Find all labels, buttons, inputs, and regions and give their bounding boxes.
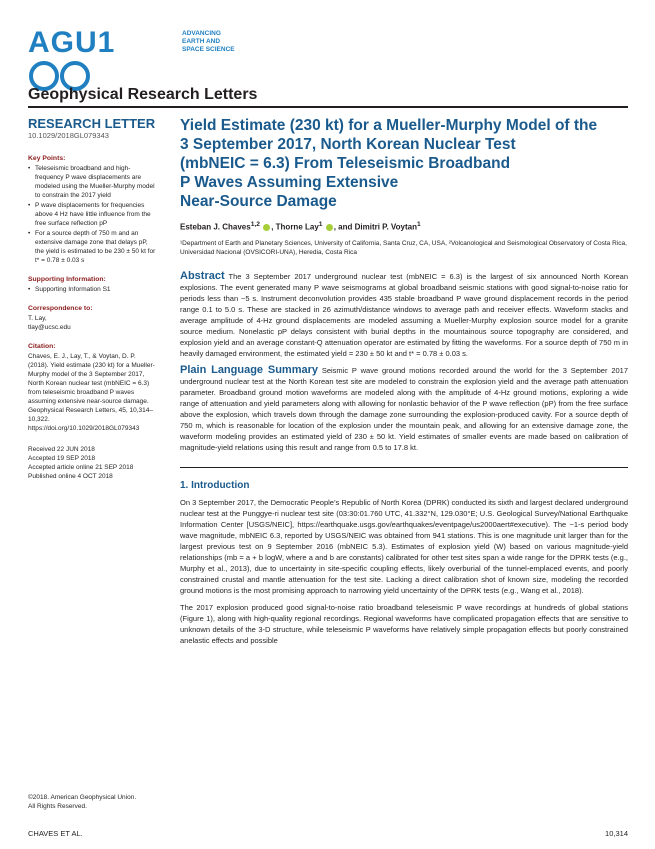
abstract-section: [180, 271, 628, 359]
publication-dates: [28, 445, 156, 481]
footer-page-number: 10,314: [605, 829, 628, 838]
citation-text: Chaves, E. J., Lay, T., & Voytan, D. P. (2018). Yield estimate (230 kt) for a Mueller-Murphy model of the 3 September 2017, North Korean nuclear test (mbNEIC = 6.3) from teleseismic broadband P waves assuming extensive near-source damage. Geophysical Research Letters, 45, 10,314–10,322. https://doi.org/10.1029/2018GL079343: [28, 353, 155, 432]
main-content: [180, 116, 628, 646]
correspondence-name: T. Lay,: [28, 315, 47, 322]
orcid-icon[interactable]: [326, 224, 333, 231]
key-points-list: [28, 164, 156, 265]
agu-tagline-line: SPACE SCIENCE: [182, 46, 235, 53]
author-affiliation-marker: 1,2: [250, 221, 260, 228]
date-received: Received 22 JUN 2018: [28, 446, 95, 453]
author-name[interactable]: Dimitri P. Voytan: [354, 222, 417, 232]
key-points-heading: Key Points:: [28, 155, 66, 162]
date-accepted: Accepted 19 SEP 2018: [28, 455, 96, 462]
journal-title: Geophysical Research Letters: [28, 86, 258, 103]
agu-logo-tagline: [182, 30, 242, 54]
introduction-heading: 1. Introduction: [180, 479, 250, 491]
title-line: Near-Source Damage: [180, 193, 337, 210]
header-rule: [28, 106, 628, 108]
title-line: 3 September 2017, North Korean Nuclear Test: [180, 136, 516, 153]
article-doi[interactable]: 10.1029/2018GL079343: [28, 131, 109, 140]
supporting-info-link[interactable]: • Supporting Information S1: [35, 285, 156, 294]
section-divider: [180, 467, 628, 468]
date-accepted-online: Accepted article online 21 SEP 2018: [28, 464, 134, 471]
author-affiliation-marker: 1: [318, 221, 323, 228]
affiliations: ¹Department of Earth and Planetary Sciences, University of California, Santa Cruz, CA, USA, ²Volcanological and Seismological Observatory of Costa Rica, Universidad Nacional (OVSICORI-UNA), Heredia, Costa Rica: [180, 239, 627, 256]
pls-heading: Plain Language Summary: [180, 363, 318, 376]
supporting-info-list: [28, 285, 156, 294]
key-point: • P wave displacements for frequencies above 4 Hz have little influence from the free surface reflection pP: [35, 201, 156, 228]
citation-heading: Citation:: [28, 343, 56, 350]
date-published: Published online 4 OCT 2018: [28, 473, 113, 480]
author-name[interactable]: Esteban J. Chaves: [180, 222, 251, 232]
title-line: (mbNEIC = 6.3) From Teleseismic Broadband: [180, 155, 511, 172]
article-type: RESEARCH LETTER: [28, 116, 156, 131]
sidebar: [28, 116, 156, 481]
agu-logo-wordmark: [28, 26, 115, 94]
agu-tagline-line: EARTH AND: [182, 38, 221, 45]
correspondence-email[interactable]: tlay@ucsc.edu: [28, 324, 71, 331]
correspondence-heading: Correspondence to:: [28, 305, 93, 312]
agu-tagline-line: ADVANCING: [182, 30, 221, 37]
key-point: • For a source depth of 750 m and an extensive damage zone that delays pP, the yield is estimated to be 230 ± 50 kt for t* = 0.78 ± 0.03 s: [35, 229, 156, 265]
title-line: P Waves Assuming Extensive: [180, 174, 399, 191]
abstract-text: The 3 September 2017 underground nuclear test (mbNEIC = 6.3) is the largest of six announced North Korean explosions. The event generated many P wave seismograms at global broadband seismic stations with good signal-to-noise ratio for periods less than ~5 s. Instrument deconvolution provides 435 stable broadband P wave ground displacement records in the period range 0.1 to 5.0 s. These are stacked in 26 azimuth/distance windows to average path and receiver effects. Waveform stacks and average amplitude of 4-Hz ground displacements are modeled assuming a Mueller-Murphy explosion source model for a granite source medium. Nonelastic pP delays consistent with burial depths in the mountainous source topography are considered, and explosion yield and an average constant-Q attenuation operator are estimated by fitting the waveforms. For a source depth of 750 m in heavily damaged environment, the estimated yield = 230 ± 50 kt and t* = 0.78 ± 0.03 s.: [180, 271, 629, 358]
author-separator: , and: [333, 222, 355, 232]
author-affiliation-marker: 1: [417, 221, 421, 228]
supporting-info-heading: Supporting Information:: [28, 276, 106, 283]
introduction-paragraph: On 3 September 2017, the Democratic People’s Republic of North Korea (DPRK) conducted its sixth and largest declared underground nuclear test at the Punggye-ri nuclear test site (03:30:01.760 UTC, 41.332°N, 129.030°E; U.S. Geological Survey/National Earthquake Information Center [USGS/NEIC], https://earthquake.usgs.gov/earthquakes/eventpage/us2000aert#executive). The ~1-s period body wave magnitude, mbNEIC 6.3, reported by USGS/NEIC was obtained from 941 stations. This is one magnitude unit larger than for the largest previous test on 9 September 2016 (mbNEIC 5.3). Estimates of explosion yield (W) based on various magnitude-yield relationships (mb = a + b logW, where a and b are constants) calibrated for other test sites span a wide range for the DPRK tests (e.g., Murphy et al., 2013), due to uncertainty in site-specific coupling effects, likely overburial of the tunnel-emplaced events, and poorly constrained crustal and mantle attenuation for the test site. Lacking a direct calibration shot of known size, modeling the recorded ground motions is the most promising approach to narrowing yield uncertainty of the DPRK tests (e.g., Wang et al., 2018).: [180, 497, 628, 595]
key-point: • Teleseismic broadband and high-frequency P wave displacements are modeled using the Mueller-Murphy model to constrain the 2017 yield: [35, 164, 156, 200]
article-title: [180, 116, 628, 211]
agu-logo-text: AGU: [28, 26, 98, 59]
orcid-icon[interactable]: [263, 224, 270, 231]
copyright-line: All Rights Reserved.: [28, 803, 87, 810]
author-name[interactable]: Thorne Lay: [275, 222, 319, 232]
agu-logo-number: 1: [97, 26, 116, 59]
title-line: Yield Estimate (230 kt) for a Mueller-Murphy Model of the: [180, 117, 598, 134]
abstract-heading: Abstract: [180, 269, 225, 282]
introduction-paragraph: The 2017 explosion produced good signal-to-noise ratio broadband teleseismic P wave recordings at hundreds of global stations (Figure 1), along with high-quality regional recordings. Regional waveforms have complicated propagation effects that are sensitive to unknown details of the 3-D structure, while teleseismic P waveforms have relatively simple propagation effects but poorly constrained anelastic effects and possible: [180, 602, 628, 645]
plain-language-summary: [180, 365, 628, 453]
copyright-line: ©2018. American Geophysical Union.: [28, 794, 137, 801]
copyright-notice: [28, 793, 156, 811]
pls-text: Seismic P wave ground motions recorded around the world for the 3 September 2017 underground nuclear test at the North Korean test site are modeled to constrain the explosion yield and the average path attenuation parameter. Broadband ground motion waveforms are modeled along with the amplitude of 4-Hz ground motions, exploring a wide range of attenuation and yield parameters along with allowing for nonlastic behavior of the P wave reflection (pP) from the free surface above the explosion, which travels down through the damage zone surrounding the explosion-produced cavity. For a source depth of 750 m, which is reasonable for location of the explosion under the mountain peak, and allowing for an extensive damage zone, the waveform modeling provides an estimated yield of 230 ± 50 kt. Yield estimates of smaller events are made based on calibration of magnitude-yield relations using this result and range from 0.5 to 17.8 kt.: [180, 365, 629, 452]
footer-author: CHAVES ET AL.: [28, 829, 83, 838]
author-list: Esteban J. Chaves$^{1,2}$ , Thorne Lay$^1$ , and Dimitri P. Voytan$^1$: [180, 221, 421, 232]
